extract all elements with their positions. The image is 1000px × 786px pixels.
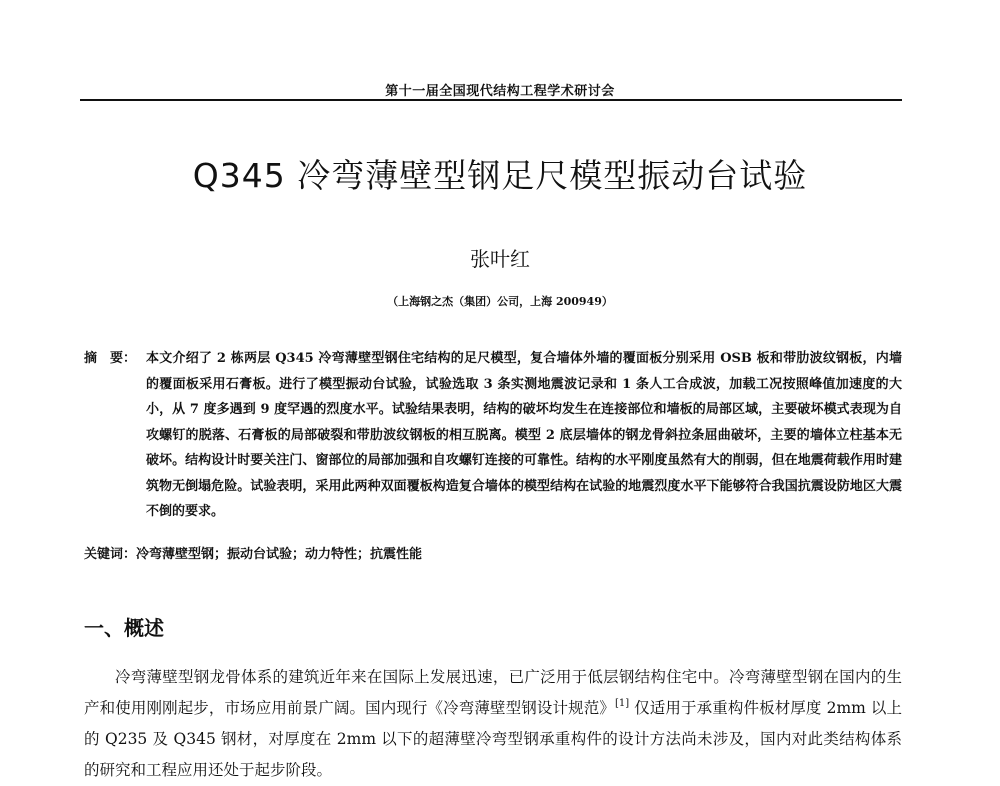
abstract xyxy=(84,346,902,525)
paragraph-text-cont: 仅适用于承重构件板材厚度 2mm 以上的 Q235 及 Q345 钢材，对厚度在 2mm 以下的超薄壁冷弯型钢承重构件的设计方法尚未涉及，国内对此类结构体系的研究和工程应用还处于起步阶段。 xyxy=(84,699,902,779)
keywords-label: 关键词： xyxy=(84,547,137,562)
running-header: 第十一届全国现代结构工程学术研讨会 xyxy=(385,84,615,99)
abstract-body: 本文介绍了 2 栋两层 Q345 冷弯薄壁型钢住宅结构的足尺模型，复合墙体外墙的覆面板分别采用 OSB 板和带肋波纹钢板，内墙的覆面板采用石膏板。进行了模型振动台试验，试验选取 3 条实测地震波记录和 1 条人工合成波，加载工况按照峰值加速度的大小，从 7 度多遇到 9 度罕遇的烈度水平。试验结果表明，结构的破坏均发生在连接部位和墙板的局部区域，主要破坏模式表现为自攻螺钉的脱落、石膏板的局部破裂和带肋波纹钢板的相互脱离。模型 2 底层墙体的钢龙骨斜拉条屈曲破坏，主要的墙体立柱基本无破坏。结构设计时要关注门、窗部位的局部加强和自攻螺钉连接的可靠性。结构的水平刚度虽然有大的削弱，但在地震荷载作用时建筑物无倒塌危险。试验表明，采用此两种双面覆板构造复合墙体的模型结构在试验的地震烈度水平下能够符合我国抗震设防地区大震不倒的要求。 xyxy=(146,351,902,519)
body-paragraph xyxy=(84,662,902,786)
author-name: 张叶红 xyxy=(470,247,530,271)
keywords xyxy=(84,544,902,566)
keywords-body: 冷弯薄壁型钢；振动台试验；动力特性；抗震性能 xyxy=(136,547,423,562)
paper-title: Q345 冷弯薄壁型钢足尺模型振动台试验 xyxy=(192,156,808,195)
citation-ref: [1] xyxy=(614,698,630,709)
section-heading: 一、概述 xyxy=(84,616,164,640)
paragraph-text: 冷弯薄壁型钢龙骨体系的建筑近年来在国际上发展迅速，已广泛用于低层钢结构住宅中。冷弯薄壁型钢在国内的生产和使用刚刚起步，市场应用前景广阔。国内现行《冷弯薄壁型钢设计规范》 xyxy=(84,668,902,717)
abstract-label: 摘 要： xyxy=(84,351,137,366)
author-affiliation: （上海钢之杰（集团）公司，上海 200949） xyxy=(387,295,613,308)
header-rule xyxy=(80,99,902,101)
